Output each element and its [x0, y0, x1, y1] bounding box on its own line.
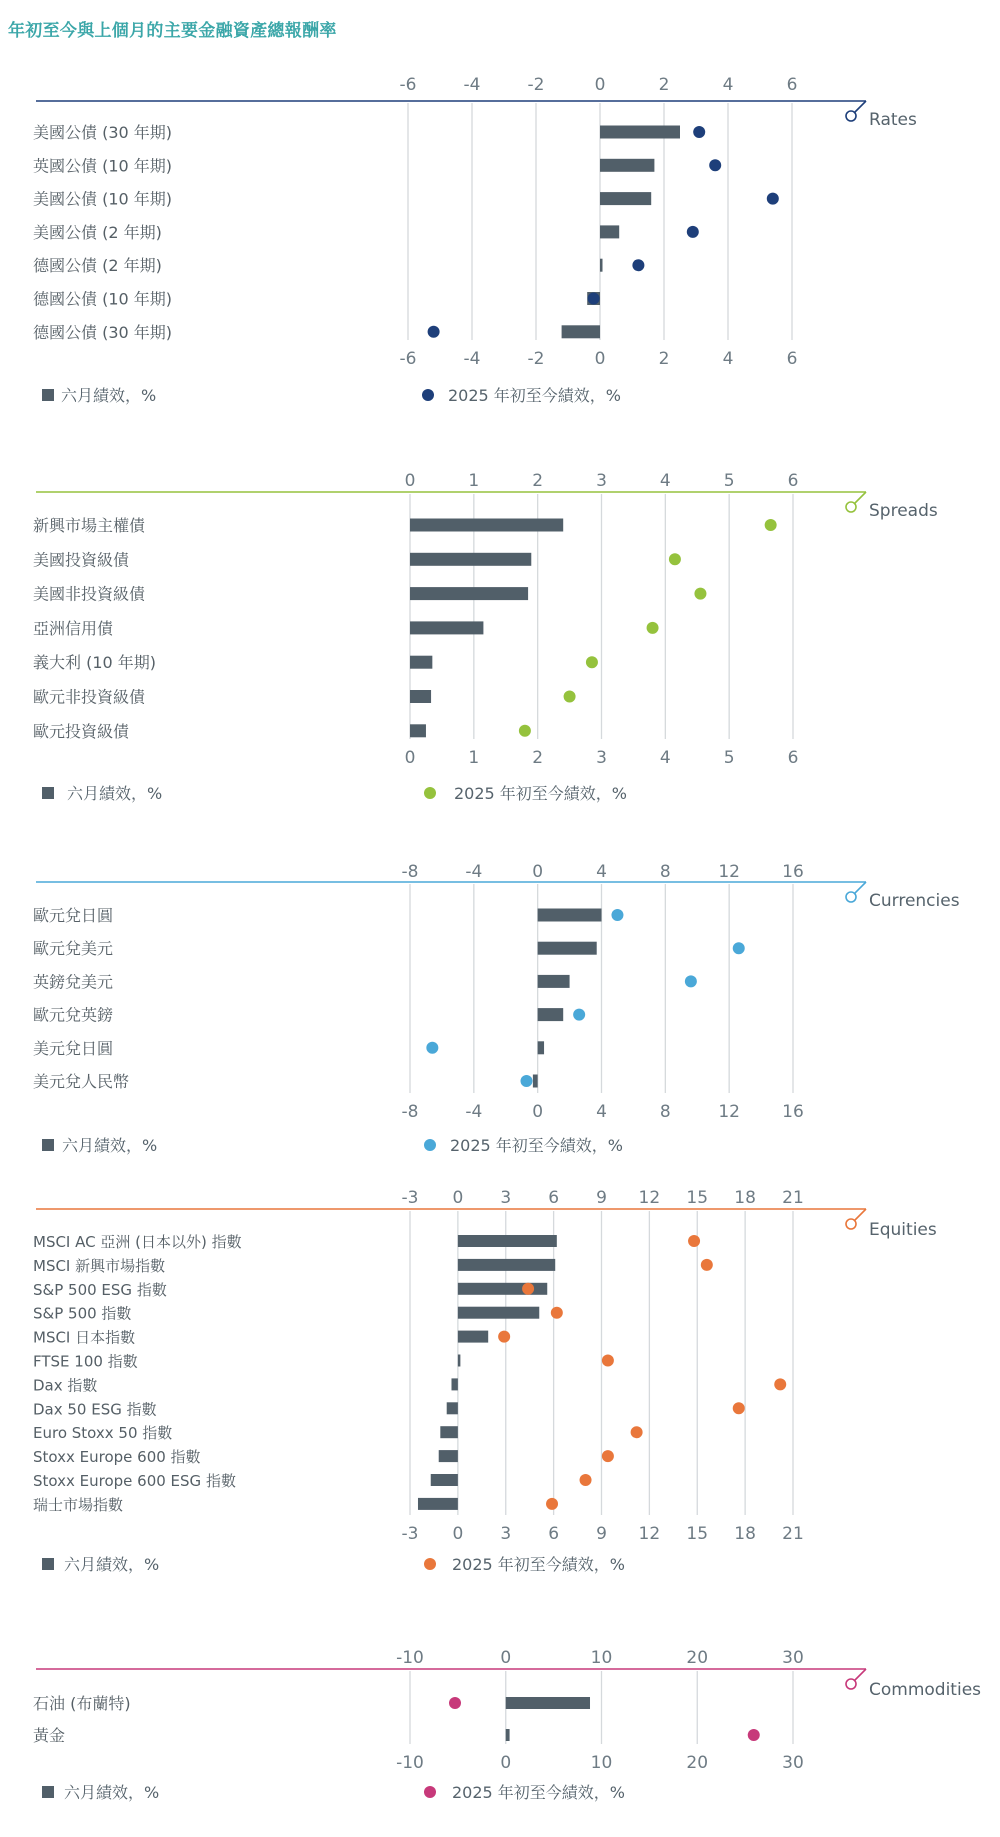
panel-equities-dot [522, 1283, 534, 1295]
panel-equities-top-tick-label: 6 [548, 1188, 560, 1208]
panel-spreads-bar [410, 656, 432, 669]
panel-equities-top-tick-label: 9 [596, 1188, 607, 1208]
panel-currencies-category-label: 美元兌人民幣 [33, 1072, 130, 1091]
panel-rates-category-label: 德國公債 (30 年期) [33, 322, 173, 342]
panel-spreads-bar [410, 690, 431, 703]
panel-equities-header-marker [846, 1219, 856, 1229]
panel-spreads-dot [519, 725, 531, 737]
panel-equities-dot [602, 1450, 614, 1462]
panel-currencies-dot [426, 1042, 438, 1054]
panel-equities-bar [418, 1498, 458, 1510]
panel-rates-bar [600, 225, 619, 238]
panel-equities-legend-bar-swatch [42, 1558, 54, 1570]
panel-equities-category-label: FTSE 100 指數 [33, 1352, 138, 1371]
panel-equities-bar [431, 1474, 458, 1486]
panel-currencies-bar [538, 1041, 544, 1054]
panel-rates-dot [709, 159, 721, 171]
panel-currencies-top-tick-label: 4 [596, 862, 607, 882]
panel-equities-dot [580, 1474, 592, 1486]
panel-commodities-category-label: 黃金 [33, 1726, 66, 1745]
panel-spreads-dot [669, 553, 681, 565]
panel-rates-category-label: 德國公債 (10 年期) [33, 289, 173, 309]
panel-equities-category-label: Dax 50 ESG 指數 [33, 1400, 157, 1419]
panel-spreads-dot [694, 588, 706, 600]
panel-rates-legend-dot-label: 2025 年初至今績效，% [448, 386, 622, 405]
panel-commodities-bar [506, 1729, 510, 1741]
panel-commodities-legend-bar-label: 六月績效，% [64, 1783, 160, 1802]
panel-equities-top-tick-label: 18 [734, 1188, 756, 1208]
panel-spreads-category-label: 歐元非投資級債 [33, 687, 146, 707]
panel-equities-bottom-tick-label: 12 [638, 1524, 661, 1544]
panel-currencies-category-label: 美元兌日圓 [33, 1038, 114, 1058]
panel-rates-legend-bar-label: 六月績效，% [61, 386, 157, 405]
panel-spreads-dot [586, 656, 598, 668]
panel-currencies-bottom-tick-label: -8 [401, 1102, 419, 1122]
panel-equities-dot [602, 1355, 614, 1367]
panel-currencies-bar [538, 942, 597, 955]
panel-spreads-title: Spreads [869, 501, 938, 521]
panel-currencies-top-tick-label: 8 [659, 862, 671, 882]
panel-equities-bar [439, 1450, 458, 1462]
panel-commodities-dot [449, 1697, 461, 1709]
panel-currencies-bottom-tick-label: 12 [718, 1102, 740, 1122]
panel-commodities-bottom-tick-label: -10 [396, 1753, 424, 1773]
panel-currencies-dot [520, 1075, 532, 1087]
panel-commodities-bottom-tick-label: 20 [686, 1753, 709, 1773]
panel-commodities-legend-dot-swatch [424, 1786, 436, 1798]
panel-rates-category-label: 美國公債 (2 年期) [33, 222, 162, 242]
panel-equities-bottom-tick-label: 9 [596, 1524, 607, 1544]
panel-rates-bar [562, 325, 600, 338]
panel-equities-category-label: Dax 指數 [33, 1376, 98, 1395]
panel-equities-category-label: MSCI 日本指數 [33, 1328, 136, 1347]
panel-spreads-legend-bar-label: 六月績效，% [67, 784, 163, 803]
panel-spreads-bottom-tick-label: 4 [659, 748, 671, 768]
panel-equities-category-label: Stoxx Europe 600 指數 [33, 1448, 201, 1467]
panel-equities-bar [458, 1331, 488, 1343]
panel-equities-bottom-tick-label: 21 [782, 1524, 804, 1544]
panel-equities-bar [458, 1355, 461, 1367]
panel-rates-top-tick-label: -2 [527, 75, 545, 95]
panel-equities-top-tick-label: 21 [782, 1188, 804, 1208]
panel-currencies-bottom-tick-label: 16 [782, 1102, 804, 1122]
panel-rates-bottom-tick-label: -6 [399, 349, 417, 369]
panel-rates-legend-bar-swatch [42, 389, 54, 401]
panel-equities-category-label: S&P 500 ESG 指數 [33, 1280, 167, 1299]
panel-equities-category-label: S&P 500 指數 [33, 1304, 132, 1323]
panel-currencies-bottom-tick-label: -4 [465, 1102, 483, 1122]
panel-equities-title: Equities [869, 1220, 937, 1240]
panel-commodities-top-tick-label: 10 [590, 1648, 613, 1668]
panel-rates-dot [767, 193, 779, 205]
panel-equities-bar [458, 1259, 555, 1271]
panel-rates-header-marker [846, 111, 856, 121]
panel-currencies-top-tick-label: -4 [465, 862, 483, 882]
panel-spreads-dot [564, 691, 576, 703]
panel-spreads-legend-bar-swatch [42, 787, 54, 799]
panel-equities-category-label: Euro Stoxx 50 指數 [33, 1424, 173, 1443]
panel-rates-category-label: 美國公債 (30 年期) [33, 123, 173, 142]
panel-currencies-legend-dot-swatch [424, 1139, 436, 1151]
panel-spreads-bottom-tick-label: 6 [787, 748, 799, 768]
panel-spreads-bottom-tick-label: 0 [404, 748, 416, 768]
panel-equities-top-tick-label: 3 [500, 1188, 512, 1208]
panel-currencies-category-label: 英鎊兌美元 [33, 972, 114, 992]
panel-equities-dot [631, 1426, 643, 1438]
panel-rates-top-tick-label: 4 [722, 75, 734, 95]
page-title: 年初至今與上個月的主要金融資產總報酬率 [8, 21, 337, 41]
panel-equities-bar [447, 1402, 458, 1414]
panel-rates-dot [428, 326, 440, 338]
panel-rates-top-tick-label: -4 [463, 75, 481, 95]
panel-currencies-category-label: 歐元兌日圓 [33, 906, 114, 925]
panel-equities-category-label: MSCI AC 亞洲 (日本以外) 指數 [33, 1233, 242, 1251]
panel-spreads-category-label: 義大利 (10 年期) [33, 653, 157, 673]
panel-rates-bottom-tick-label: 4 [722, 349, 734, 369]
panel-rates-bottom-tick-label: -2 [527, 349, 545, 369]
panel-currencies-top-tick-label: 16 [782, 862, 804, 882]
panel-commodities-legend-bar-swatch [42, 1786, 54, 1798]
panel-rates-bar [600, 192, 651, 205]
panel-commodities-top-tick-label: 0 [500, 1648, 512, 1668]
panel-spreads-category-label: 亞洲信用債 [33, 618, 114, 638]
panel-rates-bar [600, 126, 680, 139]
panel-spreads-bottom-tick-label: 2 [532, 748, 544, 768]
panel-spreads-top-tick-label: 0 [404, 471, 416, 491]
panel-equities-bottom-tick-label: 0 [452, 1524, 464, 1544]
panel-commodities-header-marker [846, 1679, 856, 1689]
panel-equities-top-tick-label: 15 [686, 1188, 709, 1208]
panel-currencies-top-tick-label: 0 [532, 862, 544, 882]
panel-commodities-top-tick-label: -10 [396, 1648, 424, 1668]
panel-currencies-bottom-tick-label: 0 [532, 1102, 544, 1122]
panel-equities-bar [440, 1426, 458, 1438]
panel-equities-dot [733, 1402, 745, 1414]
panel-currencies-dot [573, 1009, 585, 1021]
panel-commodities-top-tick-label: 30 [782, 1648, 804, 1668]
panel-rates-dot [693, 126, 705, 138]
panel-spreads-bar [410, 587, 528, 600]
panel-equities-category-label: MSCI 新興市場指數 [33, 1256, 166, 1275]
panel-commodities-bottom-tick-label: 0 [500, 1753, 512, 1773]
panel-rates-category-label: 英國公債 (10 年期) [33, 156, 173, 176]
panel-spreads-bar [410, 519, 563, 532]
panel-spreads-category-label: 歐元投資級債 [33, 721, 130, 741]
panel-equities-bar [458, 1235, 557, 1247]
panel-currencies-legend-dot-label: 2025 年初至今績效，% [450, 1136, 624, 1155]
panel-spreads-bottom-tick-label: 5 [723, 748, 735, 768]
panel-currencies-bar [538, 975, 570, 988]
panel-spreads-category-label: 美國投資級債 [33, 550, 130, 570]
panel-rates-category-label: 德國公債 (2 年期) [33, 256, 162, 276]
panel-equities-dot [498, 1331, 510, 1343]
panel-commodities-bottom-tick-label: 10 [590, 1753, 613, 1773]
panel-rates-top-tick-label: 0 [594, 75, 606, 95]
panel-equities-dot [546, 1498, 558, 1510]
panel-spreads-top-tick-label: 5 [723, 471, 735, 491]
panel-equities-dot [688, 1235, 700, 1247]
panel-spreads-legend-dot-swatch [424, 787, 436, 799]
panel-equities-category-label: Stoxx Europe 600 ESG 指數 [33, 1472, 236, 1490]
panel-rates-dot [687, 226, 699, 238]
panel-rates-bar [600, 159, 654, 172]
panel-spreads-header-marker [846, 502, 856, 512]
panel-commodities-top-tick-label: 20 [686, 1648, 709, 1668]
panel-spreads-bottom-tick-label: 1 [468, 748, 480, 768]
panel-spreads-bar [410, 621, 483, 634]
panel-equities-dot [701, 1259, 713, 1271]
panel-equities-dot [774, 1378, 786, 1390]
panel-currencies-bar [538, 1008, 564, 1021]
panel-equities-legend-dot-swatch [424, 1558, 436, 1570]
panel-commodities-bottom-tick-label: 30 [782, 1753, 804, 1773]
panel-commodities-dot [748, 1729, 760, 1741]
panel-currencies-dot [685, 975, 697, 987]
panel-equities-top-tick-label: 12 [638, 1188, 661, 1208]
panel-currencies-header-marker [846, 892, 856, 902]
panel-equities-bottom-tick-label: 15 [686, 1524, 709, 1544]
panel-currencies-top-tick-label: 12 [718, 862, 740, 882]
panel-spreads-category-label: 美國非投資級債 [33, 584, 146, 604]
panel-equities-dot [551, 1307, 563, 1319]
panel-rates-legend-dot-swatch [422, 389, 434, 401]
panel-commodities-category-label: 石油 (布蘭特) [33, 1694, 131, 1713]
panel-rates-bottom-tick-label: 0 [594, 349, 606, 369]
panel-rates-top-tick-label: 2 [658, 75, 670, 95]
panel-spreads-top-tick-label: 2 [532, 471, 544, 491]
panel-spreads-top-tick-label: 3 [596, 471, 607, 491]
panel-equities-bar [458, 1307, 539, 1319]
panel-rates-dot [588, 293, 600, 305]
panel-rates-top-tick-label: 6 [786, 75, 798, 95]
panel-spreads-dot [647, 622, 659, 634]
panel-rates-bottom-tick-label: -4 [463, 349, 481, 369]
panel-currencies-dot [611, 909, 623, 921]
panel-rates-bar [600, 259, 603, 272]
panel-spreads-bottom-tick-label: 3 [596, 748, 607, 768]
panel-currencies-legend-bar-label: 六月績效，% [62, 1136, 158, 1155]
panel-spreads-top-tick-label: 6 [787, 471, 799, 491]
panel-equities-bottom-tick-label: 18 [734, 1524, 756, 1544]
panel-rates-dot [632, 259, 644, 271]
panel-spreads-top-tick-label: 4 [659, 471, 671, 491]
panel-currencies-category-label: 歐元兌美元 [33, 939, 114, 959]
panel-equities-bottom-tick-label: 6 [548, 1524, 560, 1544]
panel-equities-top-tick-label: -3 [401, 1188, 419, 1208]
panel-equities-bottom-tick-label: 3 [500, 1524, 512, 1544]
panel-commodities-title: Commodities [869, 1680, 982, 1700]
panel-currencies-bar [533, 1075, 538, 1088]
panel-currencies-dot [733, 942, 745, 954]
panel-spreads-dot [765, 519, 777, 531]
panel-rates-top-tick-label: -6 [399, 75, 417, 95]
panel-spreads-legend-dot-label: 2025 年初至今績效，% [454, 784, 628, 803]
panel-spreads-bar [410, 553, 531, 566]
panel-commodities-bar [506, 1697, 590, 1709]
panel-equities-top-tick-label: 0 [452, 1188, 464, 1208]
panel-currencies-category-label: 歐元兌英鎊 [33, 1005, 114, 1025]
panel-equities-legend-dot-label: 2025 年初至今績效，% [452, 1555, 626, 1574]
panel-currencies-bottom-tick-label: 8 [659, 1102, 671, 1122]
panel-rates-bottom-tick-label: 2 [658, 349, 670, 369]
panel-spreads-bar [410, 724, 426, 737]
panel-rates-bottom-tick-label: 6 [786, 349, 798, 369]
panel-equities-legend-bar-label: 六月績效，% [64, 1555, 160, 1574]
panel-equities-bar [451, 1378, 457, 1390]
panel-commodities-legend-dot-label: 2025 年初至今績效，% [452, 1783, 626, 1802]
panel-currencies-legend-bar-swatch [42, 1139, 54, 1151]
panel-rates-title: Rates [869, 110, 917, 130]
panel-spreads-category-label: 新興市場主權債 [33, 516, 146, 535]
panel-currencies-bottom-tick-label: 4 [596, 1102, 607, 1122]
panel-spreads-top-tick-label: 1 [468, 471, 480, 491]
panel-equities-category-label: 瑞士市場指數 [33, 1495, 124, 1514]
panel-currencies-top-tick-label: -8 [401, 862, 419, 882]
panel-rates-category-label: 美國公債 (10 年期) [33, 189, 173, 209]
panel-currencies-title: Currencies [869, 891, 960, 911]
panel-currencies-bar [538, 909, 602, 922]
panel-equities-bottom-tick-label: -3 [401, 1524, 419, 1544]
